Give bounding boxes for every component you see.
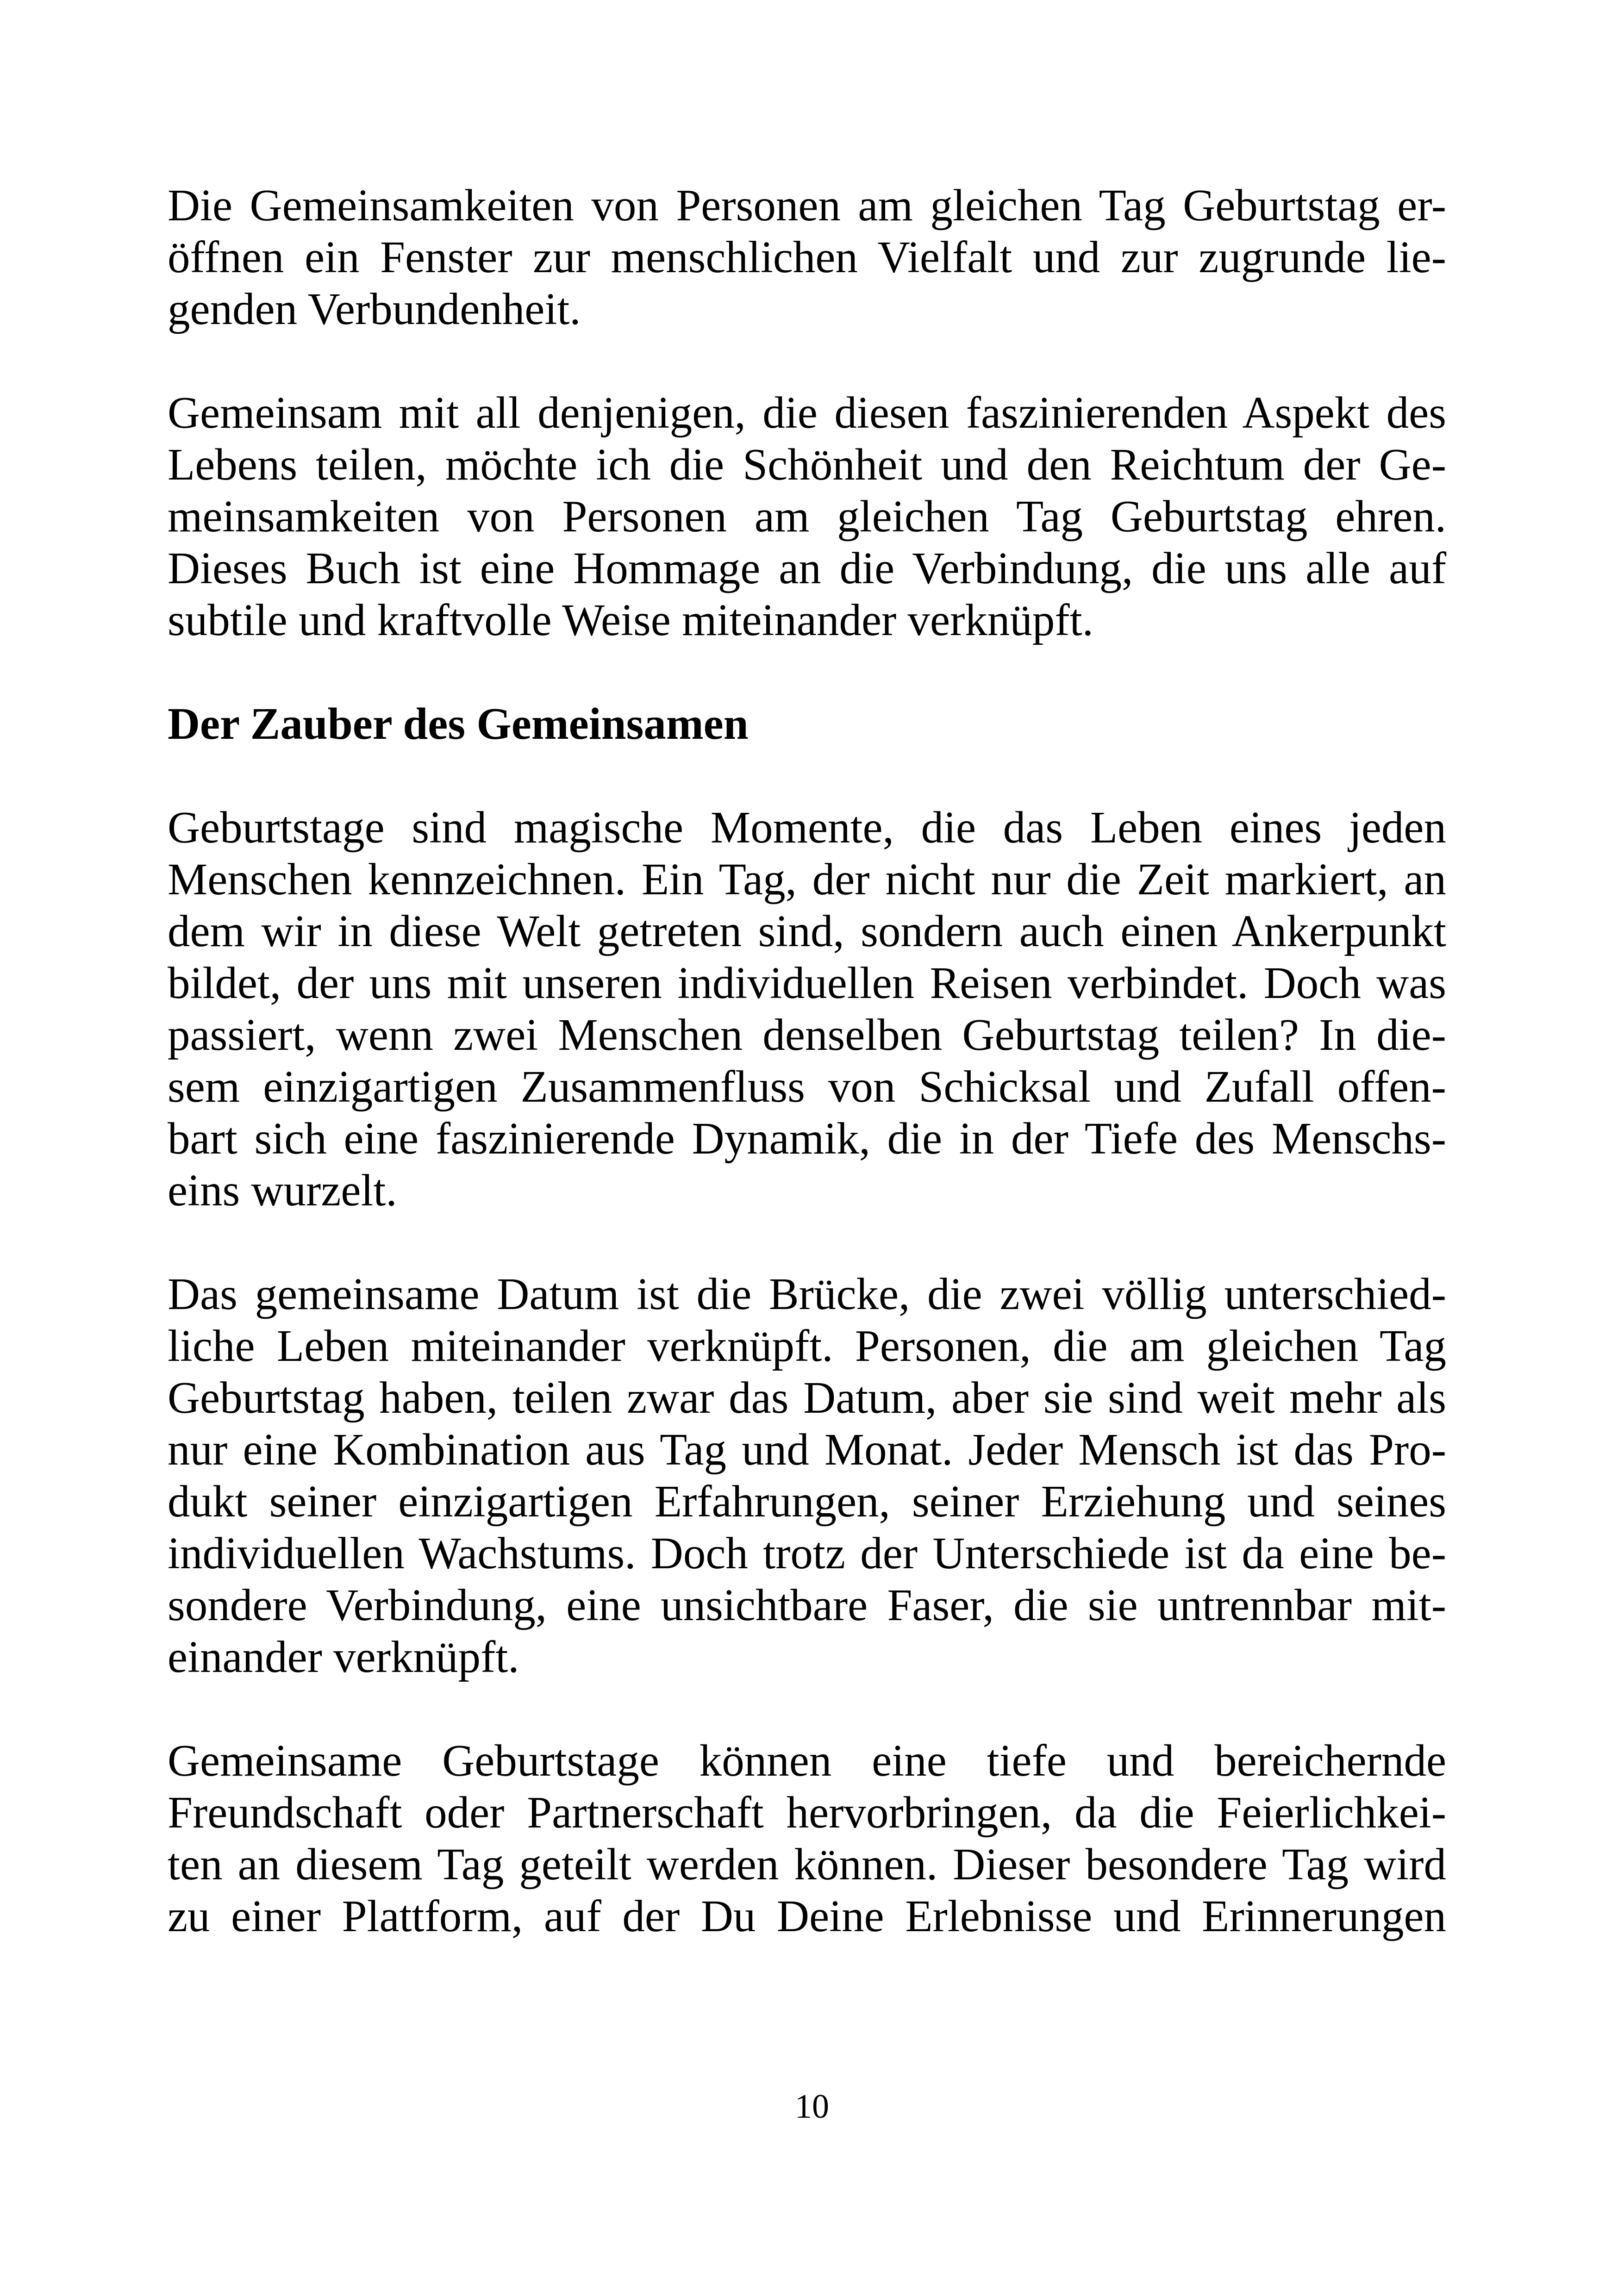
paragraph-spacer: [168, 1683, 1446, 1735]
paragraph-spacer: [168, 646, 1446, 698]
text-line: bart sich eine faszinierende Dynamik, die in der Tiefe des Menschs-: [168, 1114, 1446, 1163]
text-line: Gemeinsame Geburtstage können eine tiefe und bereichernde: [168, 1736, 1446, 1785]
text-line: dem wir in diese Welt getreten sind, sondern auch einen Ankerpunkt: [168, 906, 1446, 956]
paragraph-spacer: [168, 1216, 1446, 1268]
text-line: zu einer Plattform, auf der Du Deine Erlebnisse und Erinnerungen: [168, 1891, 1446, 1941]
text-line: ten an diesem Tag geteilt werden können. Dieser besondere Tag wird: [168, 1840, 1446, 1889]
paragraph-spacer: [168, 335, 1446, 387]
text-line: meinsamkeiten von Personen am gleichen Tag Geburtstag ehren.: [168, 492, 1446, 541]
text-line: einander verknüpft.: [168, 1632, 519, 1682]
text-line: Geburtstage sind magische Momente, die das Leben eines jeden: [168, 803, 1446, 852]
section-heading: Der Zauber des Gemeinsamen: [168, 699, 749, 748]
text-line: Das gemeinsame Datum ist die Brücke, die zwei völlig unterschied-: [168, 1269, 1446, 1319]
text-line: nur eine Kombination aus Tag und Monat. Jeder Mensch ist das Pro-: [168, 1425, 1446, 1474]
text-line: öffnen ein Fenster zur menschlichen Vielfalt und zur zugrunde lie-: [168, 232, 1446, 282]
page-body: [168, 180, 1446, 1942]
text-line: Menschen kennzeichnen. Ein Tag, der nicht nur die Zeit markiert, an: [168, 854, 1446, 904]
text-line: subtile und kraftvolle Weise miteinander verknüpft.: [168, 595, 1093, 645]
text-line: Geburtstag haben, teilen zwar das Datum, aber sie sind weit mehr als: [168, 1373, 1446, 1422]
text-line: sondere Verbindung, eine unsichtbare Faser, die sie untrennbar mit-: [168, 1580, 1446, 1630]
paragraph-section-1: [168, 802, 1446, 1216]
text-line: genden Verbundenheit.: [168, 284, 581, 334]
text-line: dukt seiner einzigartigen Erfahrungen, seiner Erziehung und seines: [168, 1477, 1446, 1526]
text-line: liche Leben miteinander verknüpft. Personen, die am gleichen Tag: [168, 1321, 1446, 1371]
text-line: Dieses Buch ist eine Hommage an die Verbindung, die uns alle auf: [168, 543, 1446, 593]
page-number: 10: [795, 2088, 829, 2126]
paragraph-spacer: [168, 750, 1446, 802]
text-line: passiert, wenn zwei Menschen denselben Geburtstag teilen? In die-: [168, 1010, 1446, 1060]
paragraph-dedication: [168, 387, 1446, 646]
text-line: eins wurzelt.: [168, 1166, 397, 1215]
text-line: Die Gemeinsamkeiten von Personen am gleichen Tag Geburtstag er-: [168, 181, 1446, 230]
paragraph-section-3: [168, 1735, 1446, 1942]
text-line: Freundschaft oder Partnerschaft hervorbringen, da die Feierlichkei-: [168, 1788, 1446, 1837]
text-line: Gemeinsam mit all denjenigen, die diesen faszinierenden Aspekt des: [168, 388, 1446, 437]
text-line: sem einzigartigen Zusammenfluss von Schicksal und Zufall offen-: [168, 1062, 1446, 1111]
text-line: individuellen Wachstums. Doch trotz der Unterschiede ist da eine be-: [168, 1528, 1446, 1578]
text-line: bildet, der uns mit unseren individuellen Reisen verbindet. Doch was: [168, 958, 1446, 1008]
paragraph-section-2: [168, 1268, 1446, 1683]
paragraph-intro: [168, 180, 1446, 335]
text-line: Lebens teilen, möchte ich die Schönheit und den Reichtum der Ge-: [168, 440, 1446, 489]
